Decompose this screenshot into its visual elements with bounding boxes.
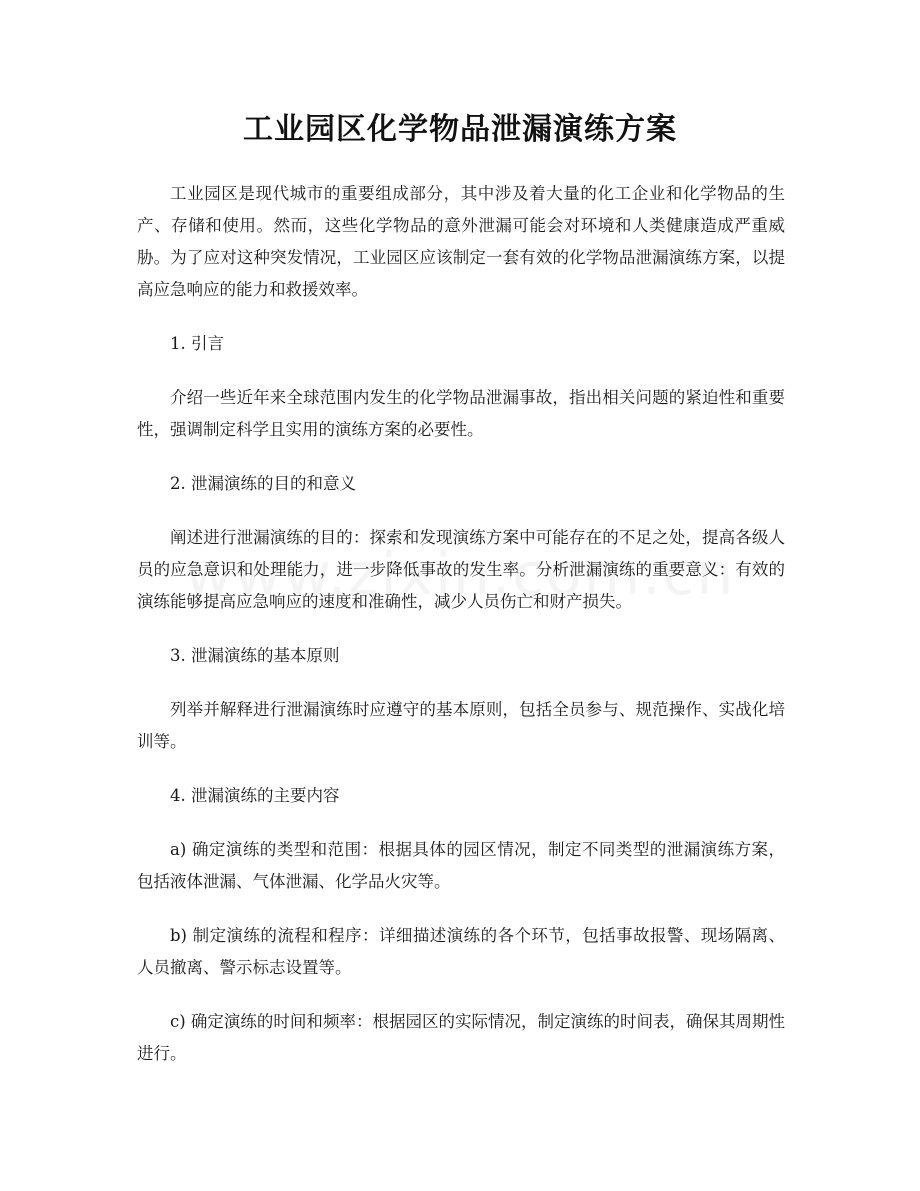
section-heading-4: 4. 泄漏演练的主要内容	[170, 786, 340, 805]
section-4a-paragraph: a) 确定演练的类型和范围：根据具体的园区情况，制定不同类型的泄漏演练方案，包括液体泄漏、气体泄漏、化学品火灾等。	[137, 840, 785, 891]
section-heading-2: 2. 泄漏演练的目的和意义	[170, 474, 356, 493]
section-4b-paragraph: b) 制定演练的流程和程序：详细描述演练的各个环节，包括事故报警、现场隔离、人员撤离、警示标志设置等。	[137, 926, 785, 977]
section-2-paragraph: 阐述进行泄漏演练的目的：探索和发现演练方案中可能存在的不足之处，提高各级人员的应急意识和处理能力，进一步降低事故的发生率。分析泄漏演练的重要意义：有效的演练能够提高应急响应的速度和准确性，减少人员伤亡和财产损失。	[137, 528, 785, 611]
section-1-paragraph: 介绍一些近年来全球范围内发生的化学物品泄漏事故，指出相关问题的紧迫性和重要性，强调制定科学且实用的演练方案的必要性。	[137, 388, 785, 439]
section-heading-1: 1. 引言	[170, 334, 224, 353]
document-body	[137, 178, 785, 1070]
section-3-paragraph: 列举并解释进行泄漏演练时应遵守的基本原则，包括全员参与、规范操作、实战化培训等。	[137, 700, 785, 751]
document-title: 工业园区化学物品泄漏演练方案	[243, 112, 677, 147]
intro-paragraph: 工业园区是现代城市的重要组成部分，其中涉及着大量的化工企业和化学物品的生产、存储和使用。然而，这些化学物品的意外泄漏可能会对环境和人类健康造成严重威胁。为了应对这种突发情况，工业园区应该制定一套有效的化学物品泄漏演练方案，以提高应急响应的能力和救援效率。	[137, 184, 785, 299]
section-4c-paragraph: c) 确定演练的时间和频率：根据园区的实际情况，制定演练的时间表，确保其周期性进行。	[137, 1012, 785, 1063]
section-heading-3: 3. 泄漏演练的基本原则	[170, 646, 340, 665]
